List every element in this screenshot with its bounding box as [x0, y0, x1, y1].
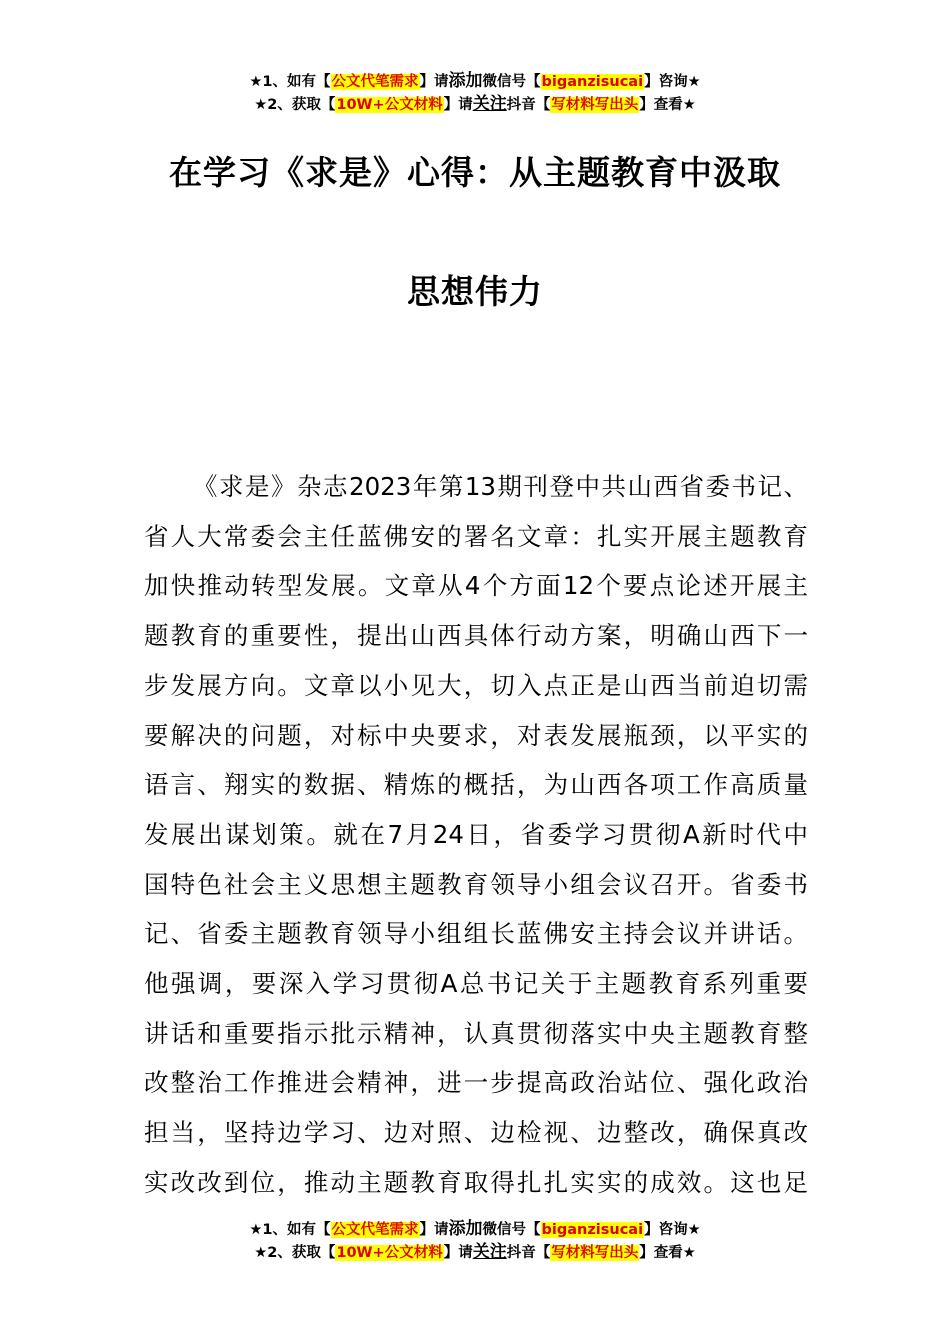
body-line: 省人大常委会主任蓝佛安的署名文章：扎实开展主题教育: [144, 521, 808, 551]
banner-text: ★2、获取【: [254, 1245, 336, 1261]
banner-text: 】请: [419, 74, 449, 90]
banner-highlight: biganzisucai: [541, 1222, 644, 1238]
body-line: 国特色社会主义思想主题教育领导小组会议召开。省委书: [144, 869, 808, 899]
banner-text: 】查看★: [639, 1245, 696, 1261]
banner-highlight: 写材料写出头: [551, 1245, 639, 1261]
banner-text: ★2、获取【: [254, 97, 336, 113]
banner-text: ★1、如有【: [249, 1222, 331, 1238]
banner-text: 】查看★: [639, 97, 696, 113]
body-line: 记、省委主题教育领导小组组长蓝佛安主持会议并讲话。: [144, 919, 808, 949]
body-line: 《求是》杂志2023年第13期刊登中共山西省委书记、: [193, 472, 808, 501]
body-line: 他强调，要深入学习贯彻A总书记关于主题教育系列重要: [144, 969, 808, 999]
body-line: 语言、翔实的数据、精炼的概括，为山西各项工作高质量: [144, 770, 808, 800]
banner-emphasis: 添加: [448, 71, 483, 91]
banner-highlight: biganzisucai: [541, 74, 644, 90]
banner-text: 】请: [443, 97, 473, 113]
banner-text: ★1、如有【: [249, 74, 331, 90]
banner-line-2: [0, 93, 950, 116]
article-body: [144, 462, 808, 1208]
banner-line-1: [0, 1218, 950, 1241]
banner-highlight: 写材料写出头: [551, 97, 639, 113]
banner-line-1: [0, 70, 950, 93]
body-line: 发展出谋划策。就在7月24日，省委学习贯彻A新时代中: [144, 819, 808, 849]
banner-text: 抖音【: [506, 1245, 551, 1261]
banner-highlight: 公文代笔需求: [331, 1222, 419, 1238]
banner-emphasis: 关注: [472, 94, 507, 114]
page-title-line-1: 在学习《求是》心得：从主题教育中汲取: [169, 153, 781, 192]
body-line: 要解决的问题，对标中央要求，对表发展瓶颈，以平实的: [144, 720, 808, 750]
page-title-line-2: 思想伟力: [407, 272, 543, 311]
banner-line-2: [0, 1241, 950, 1264]
banner-text: 微信号【: [482, 1222, 541, 1238]
banner-text: 抖音【: [506, 97, 551, 113]
body-line: 加快推动转型发展。文章从4个方面12个要点论述开展主: [144, 571, 808, 601]
banner-emphasis: 添加: [448, 1219, 483, 1239]
banner-text: 】请: [419, 1222, 449, 1238]
body-line: 担当，坚持边学习、边对照、边检视、边整改，确保真改: [144, 1118, 808, 1148]
banner-highlight: 公文代笔需求: [331, 74, 419, 90]
body-line: 改整治工作推进会精神，进一步提高政治站位、强化政治: [144, 1068, 808, 1098]
body-line: 实改改到位，推动主题教育取得扎扎实实的成效。这也足: [144, 1167, 808, 1197]
banner-highlight: 10W+公文材料: [336, 1245, 443, 1261]
banner-emphasis: 关注: [472, 1242, 507, 1262]
banner-text: 微信号【: [482, 74, 541, 90]
body-line: 步发展方向。文章以小见大，切入点正是山西当前迫切需: [144, 670, 808, 700]
banner-text: 】请: [443, 1245, 473, 1261]
footer-banner: [0, 1218, 950, 1264]
body-line: 题教育的重要性，提出山西具体行动方案，明确山西下一: [144, 621, 808, 651]
banner-highlight: 10W+公文材料: [336, 97, 443, 113]
body-line: 讲话和重要指示批示精神，认真贯彻落实中央主题教育整: [144, 1018, 808, 1048]
banner-text: 】咨询★: [644, 74, 701, 90]
banner-text: 】咨询★: [644, 1222, 701, 1238]
header-banner: [0, 70, 950, 116]
